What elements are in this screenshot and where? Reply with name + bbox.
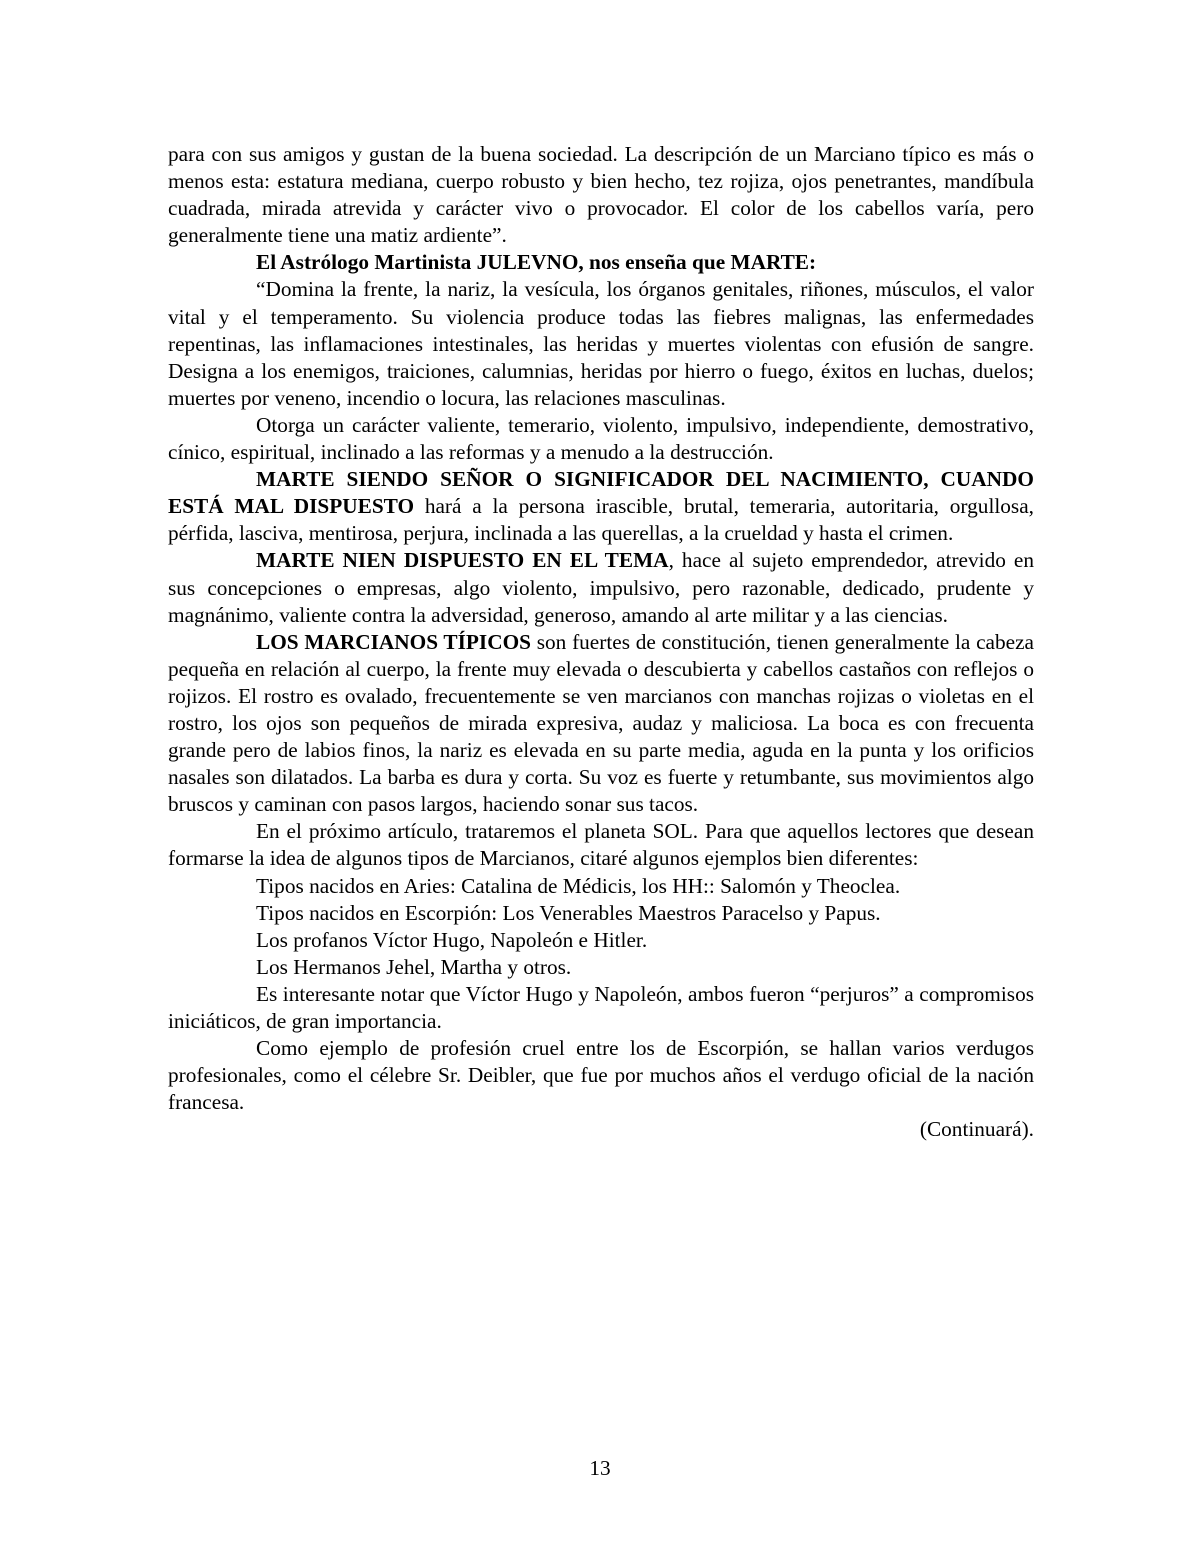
paragraph-perjuros: Es interesante notar que Víctor Hugo y Napoleón, ambos fueron “perjuros” a compromisos iniciáticos, de gran importancia. <box>168 981 1034 1033</box>
list-item-hermanos: Los Hermanos Jehel, Martha y otros. <box>256 954 572 979</box>
paragraph-domina: “Domina la frente, la nariz, la vesícula, los órganos genitales, riñones, músculos, el valor vital y el temperamento. Su violencia produce todas las fiebres malignas, las enfermedades repentinas, las inflamaciones intestinales, las heridas y muertes violentas con efusión de sangre. Designa a los enemigos, traiciones, calumnias, heridas por hierro o fuego, éxitos en luchas, duelos; muertes por veneno, incendio o locura, las relaciones masculinas. <box>168 277 1034 410</box>
paragraph-continuation: para con sus amigos y gustan de la buena sociedad. La descripción de un Marciano típico es más o menos esta: estatura mediana, cuerpo robusto y bien hecho, tez rojiza, ojos penetrantes, mandíbula cuadrada, mirada atrevida y carácter vivo o provocador. El color de los cabellos varía, pero generalmente tiene una matiz ardiente”. <box>168 142 1034 248</box>
paragraph-text-marcianos-tipicos: son fuertes de constitución, tienen generalmente la cabeza pequeña en relación al cuerpo, la frente muy elevada o descubierta y cabellos castaños con reflejos o rojizos. El rostro es ovalado, frecuentemente se ven marcianos con manchas rojizas o violetas en el rostro, los ojos son pequeños de mirada expresiva, audaz y maliciosa. La boca es con frecuenta grande pero de labios finos, la nariz es elevada en su parte media, aguda en la punta y los orificios nasales son dilatados. La barba es dura y corta. Su voz es fuerte y retumbante, sus movimientos algo bruscos y caminan con pasos largos, haciendo sonar sus tacos. <box>168 629 1035 817</box>
document-body <box>168 141 1034 1143</box>
page-number: 13 <box>589 1456 611 1480</box>
paragraph-text-mal-dispuesto: hará a la persona irascible, brutal, temeraria, autoritaria, orgullosa, pérfida, lasciva, mentirosa, perjura, inclinada a las querellas, a la crueldad y hasta el crimen. <box>168 494 1034 546</box>
paragraph-marcianos-tipicos <box>168 629 1034 819</box>
paragraph-otorga: Otorga un carácter valiente, temerario, violento, impulsivo, independiente, demostrativo, cínico, espiritual, inclinado a las reformas y a menudo a la destrucción. <box>168 412 1034 465</box>
list-item-escorpion: Tipos nacidos en Escorpión: Los Venerables Maestros Paracelso y Papus. <box>256 900 881 925</box>
bold-lead-mal-dispuesto: MARTE SIENDO SEÑOR O SIGNIFICADOR DEL NACIMIENTO, CUANDO ESTÁ MAL DISPUESTO <box>168 467 1034 519</box>
bold-lead-bien-dispuesto: MARTE NIEN DISPUESTO EN EL TEMA <box>256 548 669 573</box>
bold-lead-marcianos-tipicos: LOS MARCIANOS TÍPICOS <box>256 629 531 654</box>
paragraph-text-bien-dispuesto: , hace al sujeto emprendedor, atrevido en sus concepciones o empresas, algo violento, impulsivo, pero razonable, dedicado, prudente y magnánimo, valiente contra la adversidad, generoso, amando al arte militar y a las ciencias. <box>168 548 1035 627</box>
continuation-note: (Continuará). <box>919 1117 1034 1142</box>
paragraph-mal-dispuesto <box>168 466 1034 547</box>
paragraph-proximo-articulo: En el próximo artículo, trataremos el planeta SOL. Para que aquellos lectores que desean formarse la idea de algunos tipos de Marcianos, citaré algunos ejemplos bien diferentes: <box>168 819 1034 871</box>
section-heading-julevno: El Astrólogo Martinista JULEVNO, nos enseña que MARTE: <box>256 250 817 275</box>
paragraph-verdugos: Como ejemplo de profesión cruel entre los de Escorpión, se hallan varios verdugos profesionales, como el célebre Sr. Deibler, que fue por muchos años el verdugo oficial de la nación francesa. <box>168 1036 1034 1115</box>
list-item-aries: Tipos nacidos en Aries: Catalina de Médicis, los HH:: Salomón y Theoclea. <box>256 873 901 898</box>
list-item-profanos: Los profanos Víctor Hugo, Napoleón e Hitler. <box>256 927 648 952</box>
paragraph-bien-dispuesto <box>168 547 1034 628</box>
